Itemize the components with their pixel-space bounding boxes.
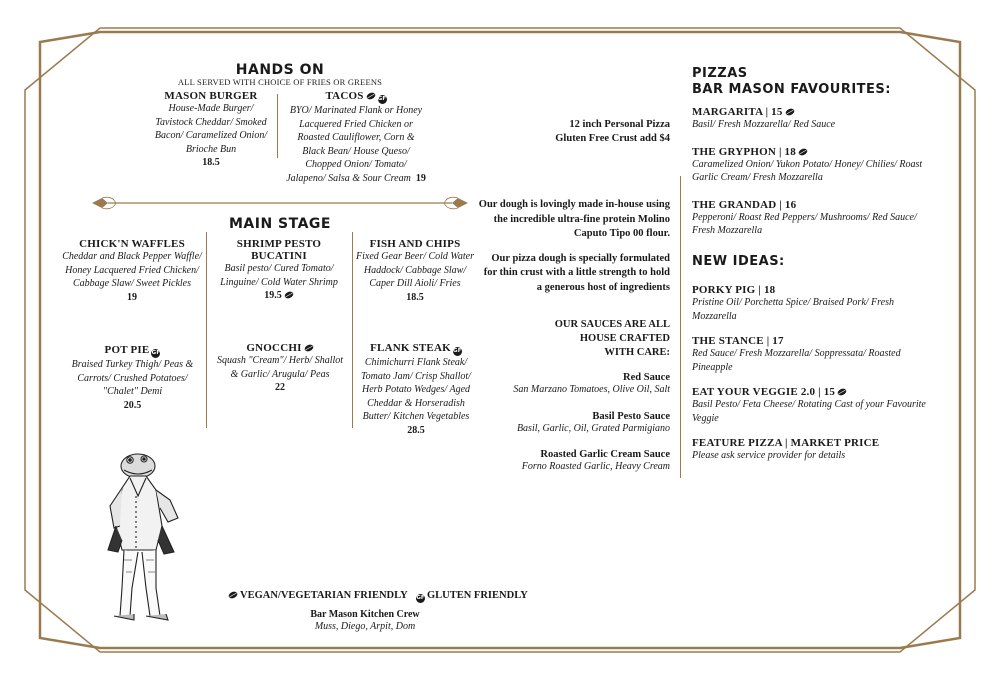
pizza-name: THE GRANDAD | 16 bbox=[692, 198, 797, 211]
pizza-item bbox=[692, 284, 937, 323]
favourites-title: BAR MASON FAVOURITES: bbox=[692, 82, 891, 97]
sauce-item bbox=[478, 372, 670, 397]
gf-badge-icon: GF bbox=[377, 96, 387, 102]
pizza-item bbox=[692, 199, 932, 238]
dish-name-line bbox=[356, 342, 476, 356]
pizza-desc: Basil Pesto/ Feta Cheese/ Rotating Cast of your Favourite Veggie bbox=[692, 399, 926, 424]
pizza-name: FEATURE PIZZA | MARKET PRICE bbox=[692, 437, 880, 449]
leaf-icon bbox=[798, 148, 808, 156]
pizza-size: 12 inch Personal Pizza bbox=[569, 119, 670, 130]
hands-on-subtitle: ALL SERVED WITH CHOICE OF FRIES OR GREENS bbox=[177, 77, 383, 87]
pizza-item bbox=[692, 437, 937, 463]
sauce-item bbox=[478, 411, 670, 436]
dish-price: 19 bbox=[127, 291, 137, 303]
dish-name: MASON BURGER bbox=[164, 90, 258, 102]
pizza-desc: Caramelized Onion/ Yukon Potato/ Honey/ Chilies/ Roast Garlic Cream/ Fresh Mozzarella bbox=[692, 158, 923, 183]
pizzas-title: PIZZAS bbox=[692, 66, 748, 81]
menu-item bbox=[355, 238, 475, 303]
pizza-name: EAT YOUR VEGGIE 2.0 | 15 bbox=[692, 386, 836, 398]
dish-name: GNOCCHI bbox=[246, 342, 302, 354]
leaf-icon bbox=[284, 291, 294, 299]
dough-paragraph: Our dough is lovingly made in-house using the incredible ultra-fine protein Molino Caputo Tipo 00 flour. bbox=[478, 199, 670, 239]
menu-item bbox=[70, 344, 195, 411]
dish-desc: Squash "Cream"/ Herb/ Shallot & Garlic/ Arugula/ Peas bbox=[216, 355, 344, 380]
menu-item bbox=[150, 90, 272, 168]
leaf-icon bbox=[228, 591, 238, 599]
pizza-desc: Pepperoni/ Roast Red Peppers/ Mushrooms/ Red Sauce/ Fresh Mozzarella bbox=[692, 211, 917, 236]
dish-desc: Chimichurri Flank Steak/ Tomato Jam/ Crisp Shallot/ Herb Potato Wedges/ Aged Cheddar & Horseradish Butter/ Kitchen Vegetables bbox=[361, 357, 471, 422]
pizza-item bbox=[692, 146, 932, 185]
crew-title: Bar Mason Kitchen Crew bbox=[310, 609, 420, 620]
leaf-icon bbox=[304, 344, 314, 352]
dough-description bbox=[478, 198, 670, 295]
dish-price: 19 bbox=[415, 172, 426, 184]
dish-desc: BYO/ Marinated Flank or Honey Lacquered Fried Chicken or Roasted Cauliflower, Corn & Black Bean/ House Queso/ Chopped Onion/ Tomato/ Jalapeno/ Salsa & Sour Cream bbox=[286, 105, 423, 184]
menu-item bbox=[62, 238, 202, 303]
dish-desc: Basil pesto/ Cured Tomato/ Linguine/ Cold Water Shrimp bbox=[220, 263, 338, 288]
new-ideas-title: NEW IDEAS: bbox=[692, 254, 785, 269]
main-stage-title: MAIN STAGE bbox=[228, 216, 331, 232]
dish-desc: Cheddar and Black Pepper Waffle/ Honey Lacquered Fried Chicken/ Cabbage Slaw/ Sweet Pickles bbox=[62, 251, 202, 289]
pizza-name: PORKY PIG | 18 bbox=[692, 284, 776, 296]
sauce-name: Basil Pesto Sauce bbox=[592, 410, 670, 422]
dish-name: TACOS bbox=[325, 90, 364, 102]
divider bbox=[352, 232, 353, 428]
pizza-name: MARGARITA | 15 bbox=[692, 106, 783, 118]
divider bbox=[206, 232, 207, 428]
pizza-desc: Please ask service provider for details bbox=[692, 450, 846, 461]
leaf-icon bbox=[837, 388, 847, 396]
dish-price: 18.5 bbox=[202, 157, 220, 168]
menu-item bbox=[208, 238, 350, 301]
sauce-item bbox=[478, 449, 670, 474]
favourites-list bbox=[692, 106, 932, 248]
dough-paragraph: Our pizza dough is specially formulated for thin crust with a little strength to hold a generous host of ingredients bbox=[483, 252, 670, 293]
pizza-name-line bbox=[692, 106, 932, 118]
sauce-desc: San Marzano Tomatoes, Olive Oil, Salt bbox=[513, 384, 670, 395]
dish-name: CHICK'N WAFFLES bbox=[79, 238, 185, 250]
pizza-size-info bbox=[480, 118, 670, 146]
dish-name: FISH AND CHIPS bbox=[369, 238, 461, 250]
dish-price: 28.5 bbox=[407, 424, 425, 436]
pizza-desc: Red Sauce/ Fresh Mozzarella/ Soppressata/ Roasted Pineapple bbox=[692, 348, 901, 373]
sauce-name: Roasted Garlic Cream Sauce bbox=[540, 449, 670, 460]
dish-price: 22 bbox=[275, 382, 285, 393]
dish-desc: Fixed Gear Beer/ Cold Water Haddock/ Cabbage Slaw/ Caper Dill Aioli/ Fries bbox=[356, 251, 474, 289]
hands-on-title: HANDS ON bbox=[235, 62, 325, 78]
pizza-item bbox=[692, 106, 932, 132]
ornament-divider bbox=[90, 195, 470, 211]
divider bbox=[680, 176, 681, 478]
gf-badge-icon: GF bbox=[416, 595, 425, 601]
dish-name: SHRIMP PESTO BUCATINI bbox=[236, 238, 322, 262]
sauce-name: Red Sauce bbox=[623, 372, 670, 383]
new-ideas-list bbox=[692, 284, 937, 463]
sauces-title: OUR SAUCES ARE ALL HOUSE CRAFTED WITH CARE: bbox=[554, 319, 670, 358]
leaf-icon bbox=[366, 92, 376, 100]
pizza-name: THE STANCE | 17 bbox=[692, 335, 784, 347]
pizza-item bbox=[692, 386, 937, 425]
menu-item bbox=[215, 342, 345, 393]
sauces-list bbox=[478, 372, 670, 474]
dish-price: 19.5 bbox=[264, 290, 282, 301]
menu-item bbox=[285, 90, 427, 185]
dish-name-line bbox=[285, 90, 427, 104]
menu-item bbox=[356, 342, 476, 436]
pizza-name-line bbox=[692, 386, 937, 398]
pizzas-heading bbox=[692, 66, 932, 98]
dish-price: 18.5 bbox=[406, 291, 424, 303]
vegan-legend-label: VEGAN/VEGETARIAN FRIENDLY bbox=[240, 590, 408, 601]
gluten-free-crust: Gluten Free Crust add $4 bbox=[555, 133, 670, 144]
dish-desc-with-price bbox=[285, 104, 427, 185]
gluten-legend-label: GLUTEN FRIENDLY bbox=[426, 590, 528, 601]
dish-name: POT PIE bbox=[104, 344, 150, 356]
pizza-name-line bbox=[692, 146, 932, 158]
frog-gentleman-illustration bbox=[100, 448, 195, 630]
pizza-desc: Pristine Oil/ Porchetta Spice/ Braised Pork/ Fresh Mozzarella bbox=[692, 297, 895, 322]
dish-name-line bbox=[70, 344, 195, 358]
leaf-icon bbox=[785, 108, 795, 116]
sauce-desc: Forno Roasted Garlic, Heavy Cream bbox=[521, 461, 670, 472]
dish-desc: House-Made Burger/ Tavistock Cheddar/ Smoked Bacon/ Caramelized Onion/ Brioche Bun bbox=[154, 103, 268, 155]
divider bbox=[277, 94, 278, 158]
pizza-item bbox=[692, 335, 937, 374]
dish-desc: Braised Turkey Thigh/ Peas & Carrots/ Crushed Potatoes/ "Chalet" Demi bbox=[71, 359, 194, 397]
gf-badge-icon: GF bbox=[151, 350, 161, 356]
pizza-desc: Basil/ Fresh Mozzarella/ Red Sauce bbox=[692, 119, 836, 130]
pizza-name: THE GRYPHON | 18 bbox=[692, 145, 796, 158]
dish-name: FLANK STEAK bbox=[370, 342, 451, 354]
sauce-desc: Basil, Garlic, Oil, Grated Parmigiano bbox=[516, 422, 670, 434]
dish-price-line bbox=[208, 290, 350, 301]
kitchen-crew bbox=[280, 609, 450, 634]
dish-price: 20.5 bbox=[123, 399, 142, 411]
dish-name-line bbox=[215, 342, 345, 354]
dietary-legend bbox=[228, 590, 548, 603]
gf-badge-icon: GF bbox=[453, 348, 462, 354]
crew-names: Muss, Diego, Arpit, Dom bbox=[314, 621, 416, 632]
